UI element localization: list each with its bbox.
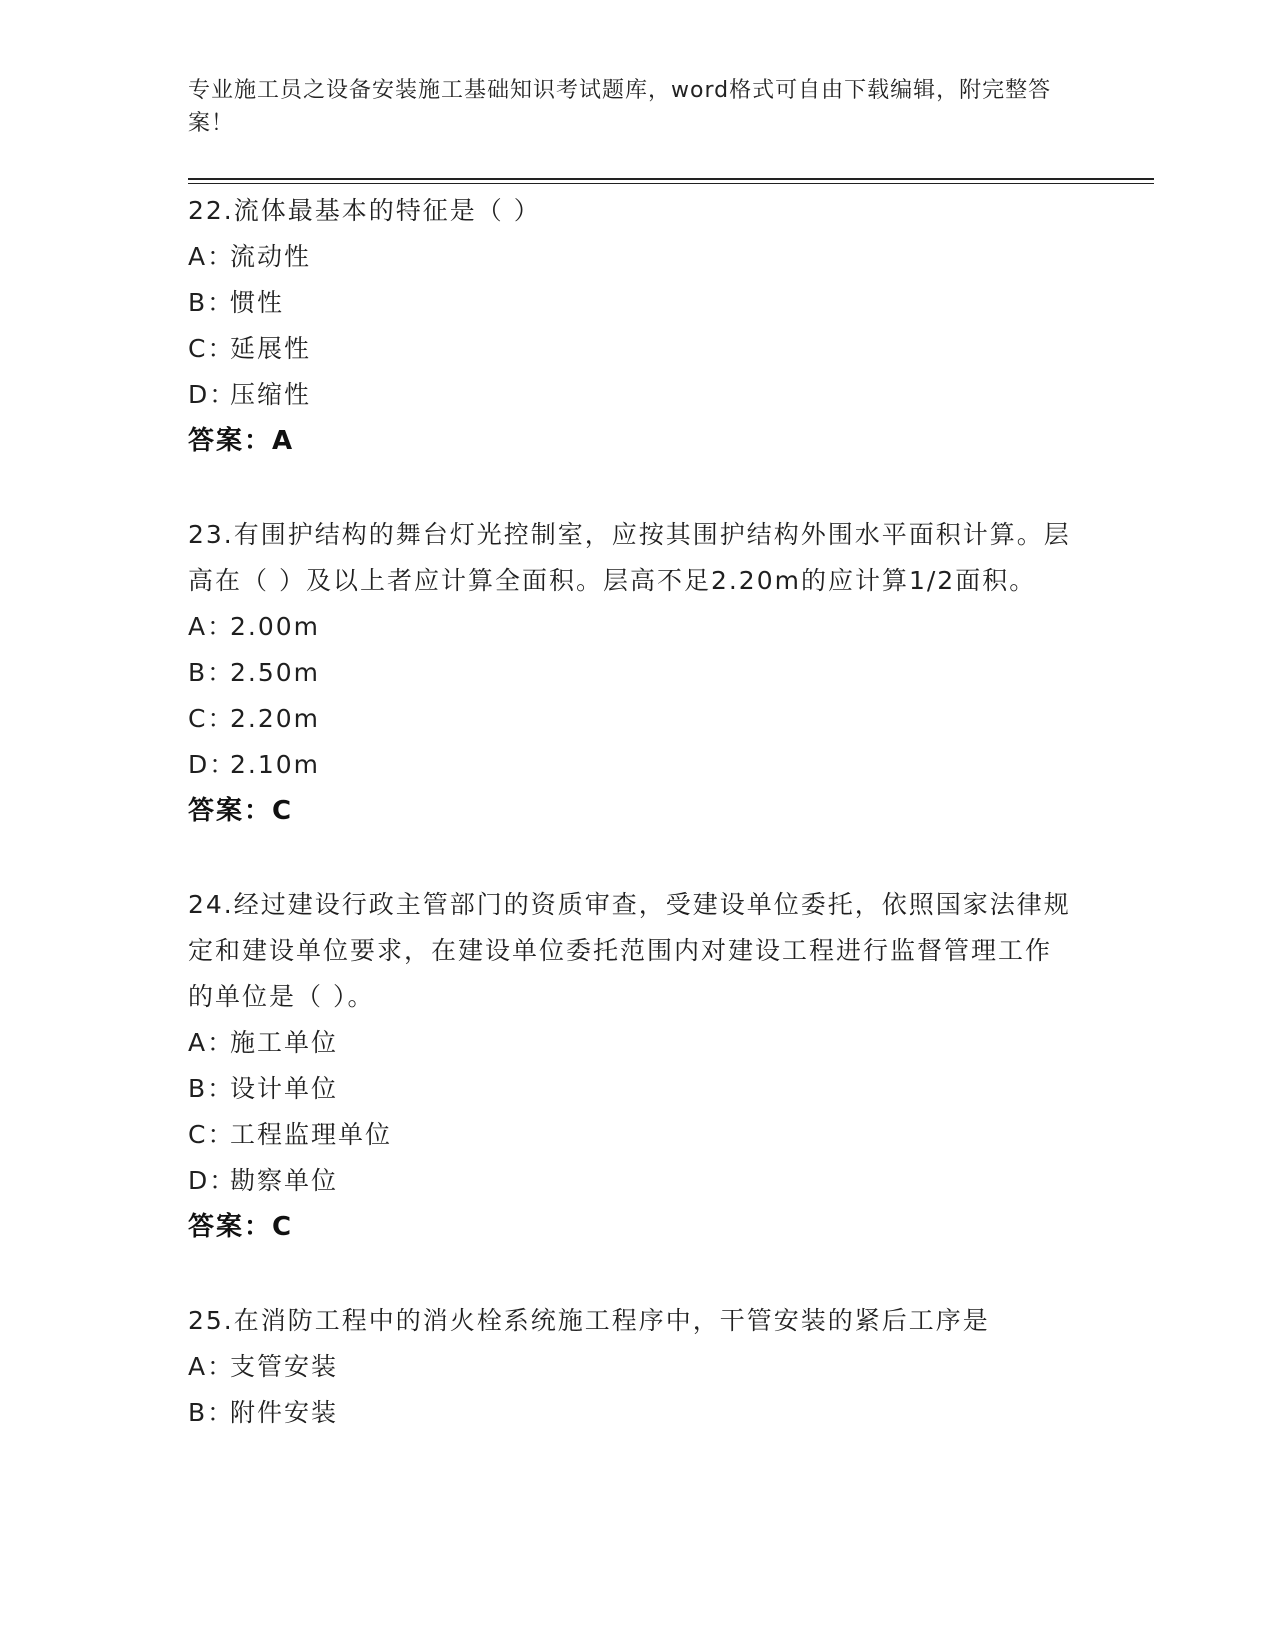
question-stem: 24.经过建设行政主管部门的资质审查，受建设单位委托，依照国家法律规定和建设单位要求，在建设单位委托范围内对建设工程进行监督管理工作的单位是（ ）。 [188, 890, 1071, 1011]
header-divider-thick [188, 178, 1154, 180]
option-b [188, 280, 1088, 326]
option-text: 压缩性 [230, 380, 312, 409]
question-list [188, 188, 1088, 1484]
question-stem: 22.流体最基本的特征是（ ） [188, 196, 541, 225]
question-stem: 25.在消防工程中的消火栓系统施工程序中，干管安装的紧后工序是 [188, 1306, 990, 1335]
option-d [188, 372, 1088, 418]
option-text: 附件安装 [230, 1398, 339, 1427]
option-letter: A： [188, 242, 235, 271]
document-header: 专业施工员之设备安装施工基础知识考试题库，word格式可自由下载编辑，附完整答案！ [188, 78, 1052, 136]
option-b [188, 1390, 1088, 1436]
option-text: 勘察单位 [230, 1166, 339, 1195]
answer-line: 答案：C [188, 796, 294, 826]
option-letter: C： [188, 1120, 235, 1149]
option-letter: A： [188, 1352, 235, 1381]
option-text: 施工单位 [230, 1028, 339, 1057]
option-text: 工程监理单位 [230, 1120, 393, 1149]
answer-line: 答案：C [188, 1212, 294, 1242]
option-letter: B： [188, 288, 235, 317]
option-letter: A： [188, 612, 235, 641]
option-letter: B： [188, 658, 235, 687]
question-24 [188, 882, 1088, 1250]
option-text: 2.00m [230, 612, 321, 641]
option-letter: D： [188, 1166, 237, 1195]
option-d [188, 742, 1088, 788]
option-text: 延展性 [230, 334, 312, 363]
option-letter: C： [188, 704, 235, 733]
question-23 [188, 512, 1088, 834]
option-b [188, 1066, 1088, 1112]
question-22 [188, 188, 1088, 464]
option-text: 2.50m [230, 658, 321, 687]
option-a [188, 234, 1088, 280]
option-c [188, 1112, 1088, 1158]
option-a [188, 1020, 1088, 1066]
option-text: 流动性 [230, 242, 312, 271]
option-c [188, 326, 1088, 372]
question-stem: 23.有围护结构的舞台灯光控制室，应按其围护结构外围水平面积计算。层高在（ ）及以上者应计算全面积。层高不足2.20m的应计算1/2面积。 [188, 520, 1071, 595]
option-a [188, 1344, 1088, 1390]
option-letter: B： [188, 1074, 235, 1103]
answer-line: 答案：A [188, 426, 295, 456]
option-d [188, 1158, 1088, 1204]
option-letter: A： [188, 1028, 235, 1057]
question-25 [188, 1298, 1088, 1436]
option-text: 惯性 [230, 288, 285, 317]
option-letter: B： [188, 1398, 235, 1427]
option-letter: D： [188, 750, 237, 779]
option-text: 2.10m [230, 750, 321, 779]
option-text: 设计单位 [230, 1074, 339, 1103]
option-text: 支管安装 [230, 1352, 339, 1381]
option-letter: C： [188, 334, 235, 363]
option-letter: D： [188, 380, 237, 409]
option-a [188, 604, 1088, 650]
option-b [188, 650, 1088, 696]
option-text: 2.20m [230, 704, 321, 733]
header-divider-thin [188, 183, 1154, 184]
option-c [188, 696, 1088, 742]
